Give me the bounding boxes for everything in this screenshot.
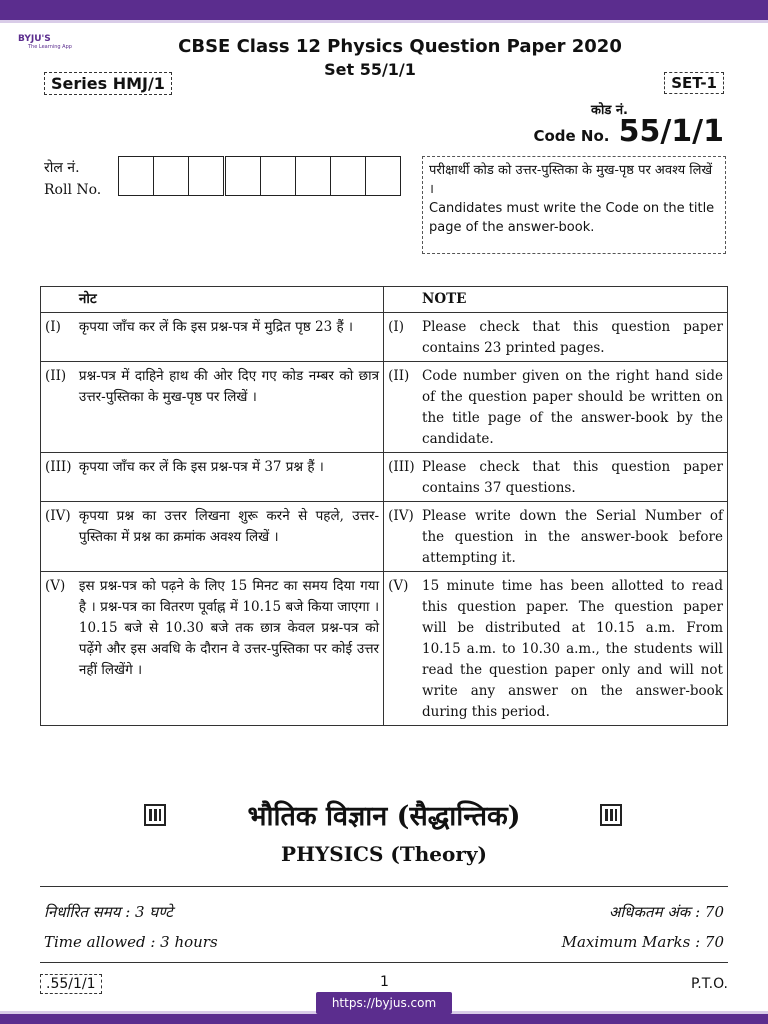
roll-label-hindi: रोल नं. (44, 160, 80, 176)
instruction-english: Code number given on the right hand side of the question paper should be written on the title page of the answer-book by the candidate. (418, 362, 727, 453)
roll-number-boxes (118, 156, 400, 196)
top-brand-stripe (0, 20, 768, 23)
instruction-row (41, 572, 728, 726)
instruction-english: Please check that this question paper contains 23 printed pages. (418, 313, 727, 362)
item-number: (II) (384, 362, 418, 453)
roll-box[interactable] (188, 156, 224, 196)
time-allowed: Time allowed : 3 hours (44, 933, 218, 951)
instruction-hindi: प्रश्न-पत्र में दाहिने हाथ की ओर दिए गए कोड नम्बर को छात्र उत्तर-पुस्तिका के मुख-पृष्ठ पर लिखें । (75, 362, 384, 453)
roll-box[interactable] (365, 156, 401, 196)
series-label: Series HMJ/1 (44, 72, 172, 95)
roll-box[interactable] (295, 156, 331, 196)
please-turn-over: P.T.O. (691, 976, 728, 992)
roll-label: Roll No. (44, 182, 102, 198)
instructions-header-row (41, 287, 728, 313)
document-subtitle: Set 55/1/1 (324, 60, 416, 79)
instruction-row (41, 362, 728, 453)
brand-logo-text: BYJU'S (18, 34, 51, 44)
subject-title: PHYSICS (Theory) (281, 842, 487, 866)
time-allowed-hindi: निर्धारित समय : 3 घण्टे (44, 903, 173, 921)
set-label: SET-1 (664, 72, 724, 94)
subject-title-hindi: भौतिक विज्ञान (सैद्धान्तिक) (247, 801, 521, 832)
bottom-brand-bar (0, 1014, 768, 1024)
instruction-row (41, 453, 728, 502)
header-hindi: नोट (75, 287, 384, 313)
roll-box[interactable] (225, 156, 261, 196)
instruction-english: 15 minute time has been allotted to read this question paper. The question paper will be distributed at 10.15 a.m. From 10.15 a.m. to 10.30 a.m., the students will read the question paper only and will not write any answer on the answer-book during this period. (418, 572, 727, 726)
roll-box[interactable] (260, 156, 296, 196)
instruction-english: Please write down the Serial Number of the question in the answer-book before attempting it. (418, 502, 727, 572)
qr-code-icon (600, 804, 622, 826)
instruction-hindi: इस प्रश्न-पत्र को पढ़ने के लिए 15 मिनट का समय दिया गया है । प्रश्न-पत्र का वितरण पूर्वाह्न में 10.15 बजे किया जाएगा । 10.15 बजे से 10.30 बजे तक छात्र केवल प्रश्न-पत्र को पढ़ेंगे और इस अवधि के दौरान वे उत्तर-पुस्तिका पर कोई उत्तर नहीं लिखेंगे । (75, 572, 384, 726)
item-number: (V) (384, 572, 418, 726)
top-brand-bar (0, 0, 768, 20)
max-marks-hindi: अधिकतम अंक : 70 (608, 903, 724, 921)
item-number: (I) (384, 313, 418, 362)
max-marks: Maximum Marks : 70 (561, 933, 724, 951)
notice-hindi: परीक्षार्थी कोड को उत्तर-पुस्तिका के मुख-पृष्ठ पर अवश्य लिखें । (429, 163, 713, 197)
website-link[interactable]: https://byjus.com (316, 992, 452, 1014)
code-label-hindi: कोड नं. (591, 103, 628, 118)
header-english: NOTE (418, 287, 727, 313)
candidate-notice (422, 156, 726, 254)
divider (40, 962, 728, 963)
item-number: (V) (41, 572, 75, 726)
code-label: Code No. (533, 127, 610, 145)
instruction-hindi: कृपया जाँच कर लें कि इस प्रश्न-पत्र में मुद्रित पृष्ठ 23 हैं । (75, 313, 384, 362)
item-number: (IV) (384, 502, 418, 572)
item-number: (III) (384, 453, 418, 502)
roll-box[interactable] (330, 156, 366, 196)
instruction-hindi: कृपया जाँच कर लें कि इस प्रश्न-पत्र में 37 प्रश्न हैं । (75, 453, 384, 502)
instruction-english: Please check that this question paper contains 37 questions. (418, 453, 727, 502)
roll-box[interactable] (153, 156, 189, 196)
header-spacer (384, 287, 418, 313)
roll-box[interactable] (118, 156, 154, 196)
brand-tagline: The Learning App (28, 44, 72, 50)
item-number: (IV) (41, 502, 75, 572)
code-value: 55/1/1 (618, 114, 724, 149)
divider (40, 886, 728, 887)
brand-logo (18, 34, 72, 50)
qr-code-icon (144, 804, 166, 826)
instructions-table (40, 286, 728, 726)
item-number: (II) (41, 362, 75, 453)
code-number-block (533, 100, 724, 149)
footer-code: .55/1/1 (40, 974, 102, 994)
page-number: 1 (380, 974, 389, 990)
item-number: (I) (41, 313, 75, 362)
item-number: (III) (41, 453, 75, 502)
document-title: CBSE Class 12 Physics Question Paper 2020 (178, 36, 622, 57)
instruction-row (41, 313, 728, 362)
notice-english: Candidates must write the Code on the title page of the answer-book. (429, 201, 715, 235)
header-spacer (41, 287, 75, 313)
instruction-hindi: कृपया प्रश्न का उत्तर लिखना शुरू करने से पहले, उत्तर-पुस्तिका में प्रश्न का क्रमांक अवश्य लिखें । (75, 502, 384, 572)
instruction-row (41, 502, 728, 572)
